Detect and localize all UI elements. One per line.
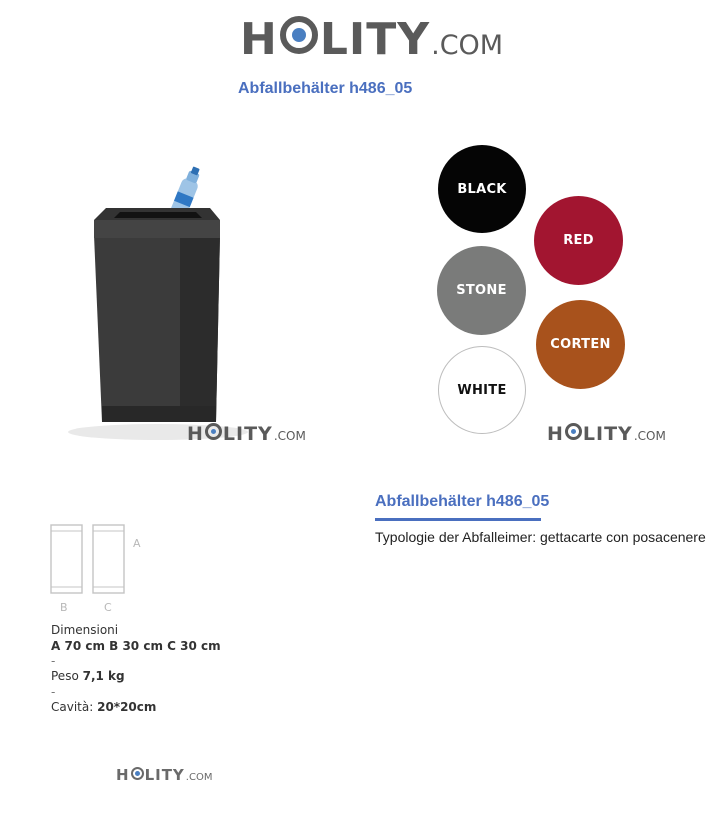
- dimension-letter-b: B: [60, 601, 68, 614]
- logo-o-icon: [280, 16, 318, 54]
- description-title: Abfallbehälter h486_05: [375, 493, 550, 510]
- swatch-label: BLACK: [457, 181, 507, 197]
- cavity-label: Cavità:: [51, 700, 98, 714]
- logo-word: LITY: [582, 423, 633, 445]
- logo-domain: .COM: [185, 772, 213, 783]
- logo-letter-h: H: [240, 14, 278, 65]
- holity-logo[interactable]: [240, 14, 503, 65]
- logo-o-icon: [565, 423, 582, 440]
- dimension-outline: [48, 522, 148, 602]
- description-text: Typologie der Abfalleimer: gettacarte con posacenere: [375, 529, 706, 545]
- dimensions-values: A 70 cm B 30 cm C 30 cm: [51, 639, 221, 653]
- logo-o-icon: [131, 767, 144, 780]
- logo-o-icon: [205, 423, 222, 440]
- swatch-label: CORTEN: [550, 337, 611, 352]
- logo-domain: .COM: [273, 429, 306, 443]
- logo-letter-h: H: [187, 423, 204, 445]
- dimension-letter-c: C: [104, 601, 112, 614]
- swatch-corten[interactable]: [536, 300, 625, 389]
- swatch-white[interactable]: [438, 346, 526, 434]
- weight-label: Peso: [51, 669, 83, 683]
- logo-word: LITY: [319, 14, 431, 65]
- swatch-label: WHITE: [457, 382, 507, 398]
- logo-word: LITY: [144, 766, 185, 784]
- product-image-logo: [187, 423, 306, 445]
- logo-letter-h: H: [116, 766, 130, 784]
- logo-word: LITY: [222, 423, 273, 445]
- swatch-red[interactable]: [534, 196, 623, 285]
- cavity-value: 20*20cm: [97, 700, 157, 714]
- product-image[interactable]: [40, 160, 320, 450]
- weight-line: [51, 669, 125, 683]
- page-title: Abfallbehälter h486_05: [238, 80, 413, 97]
- swatch-label: STONE: [456, 283, 507, 298]
- separator: -: [51, 654, 56, 668]
- trash-bin-illustration: [40, 160, 320, 450]
- swatches-image-logo: [547, 423, 666, 445]
- dimensions-heading: Dimensioni: [51, 623, 119, 637]
- dimension-image-logo: [116, 766, 212, 784]
- weight-value: 7,1 kg: [82, 669, 125, 683]
- swatch-stone[interactable]: [437, 246, 526, 335]
- logo-domain: .COM: [633, 429, 666, 443]
- logo-letter-h: H: [547, 423, 564, 445]
- swatch-label: RED: [563, 233, 594, 248]
- title-underline: [375, 518, 541, 521]
- separator: -: [51, 685, 56, 699]
- swatch-black[interactable]: [438, 145, 526, 233]
- cavity-line: [51, 700, 156, 714]
- logo-domain: .COM: [431, 30, 504, 61]
- dimension-letter-a: A: [133, 537, 141, 550]
- dimension-drawing: [48, 522, 148, 602]
